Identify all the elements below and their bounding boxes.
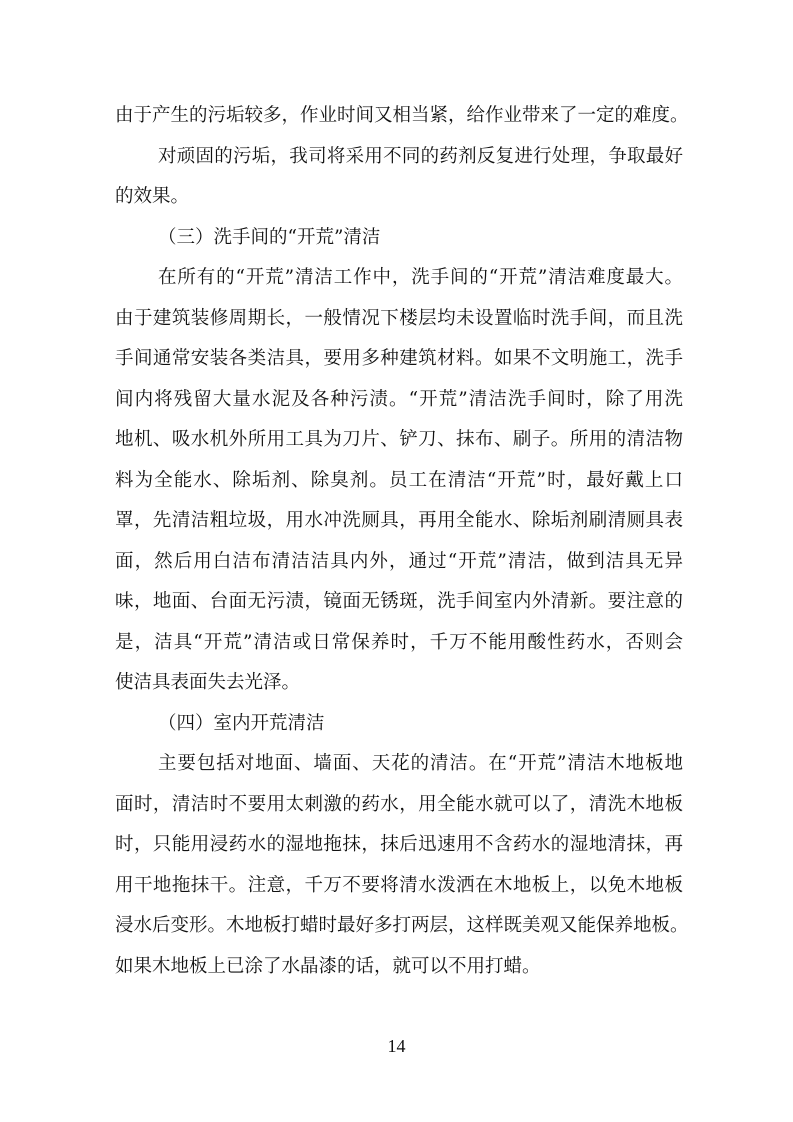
text-line: 面时，清洁时不要用太刺激的药水，用全能水就可以了，清洗木地板 bbox=[115, 793, 683, 815]
text-line: 由于建筑装修周期长，一般情况下楼层均未设置临时洗手间，而且洗 bbox=[115, 307, 683, 329]
text-line: 料为全能水、除垢剂、除臭剂。员工在清洁“开荒”时，最好戴上口 bbox=[115, 469, 683, 491]
section-heading-3: （三）洗手间的“开荒”清洁 bbox=[158, 226, 381, 248]
text-line: 由于产生的污垢较多，作业时间又相当紧，给作业带来了一定的难度。 bbox=[115, 105, 689, 126]
text-line: 浸水后变形。木地板打蜡时最好多打两层，这样既美观又能保养地板。 bbox=[115, 915, 689, 936]
text-line: 使洁具表面失去光泽。 bbox=[115, 672, 301, 693]
body-text bbox=[115, 96, 689, 987]
text-line: 用干地拖抹干。注意，千万不要将清水泼洒在木地板上，以免木地板 bbox=[115, 874, 683, 896]
page-number: 14 bbox=[387, 1036, 406, 1056]
text-line: 是，洁具“开荒”清洁或日常保养时，千万不能用酸性药水，否则会 bbox=[115, 631, 683, 653]
text-line: 味，地面、台面无污渍，镜面无锈斑，洗手间室内外清新。要注意的 bbox=[115, 591, 683, 612]
text-line: 的效果。 bbox=[115, 186, 190, 207]
text-line: 面，然后用白洁布清洁洁具内外，通过“开荒”清洁，做到洁具无异 bbox=[115, 550, 683, 572]
text-line: 罩，先清洁粗垃圾，用水冲洗厕具，再用全能水、除垢剂刷清厕具表 bbox=[115, 510, 683, 531]
section-heading-4: （四）室内开荒清洁 bbox=[158, 712, 325, 734]
text-line: 如果木地板上已涂了水晶漆的话，就可以不用打蜡。 bbox=[115, 955, 541, 977]
text-line: 主要包括对地面、墙面、天花的清洁。在“开荒”清洁木地板地 bbox=[158, 753, 683, 774]
text-line: 间内将残留大量水泥及各种污渍。“开荒”清洁洗手间时，除了用洗 bbox=[115, 388, 683, 410]
text-line: 在所有的“开荒”清洁工作中，洗手间的“开荒”清洁难度最大。 bbox=[158, 267, 683, 288]
text-line: 时，只能用浸药水的湿地拖抹，抹后迅速用不含药水的湿地清抹，再 bbox=[115, 834, 683, 855]
text-line: 地机、吸水机外所用工具为刀片、铲刀、抹布、刷子。所用的清洁物 bbox=[115, 429, 683, 450]
text-line: 手间通常安装各类洁具，要用多种建筑材料。如果不文明施工，洗手 bbox=[115, 348, 683, 369]
text-line: 对顽固的污垢，我司将采用不同的药剂反复进行处理，争取最好 bbox=[158, 145, 683, 167]
